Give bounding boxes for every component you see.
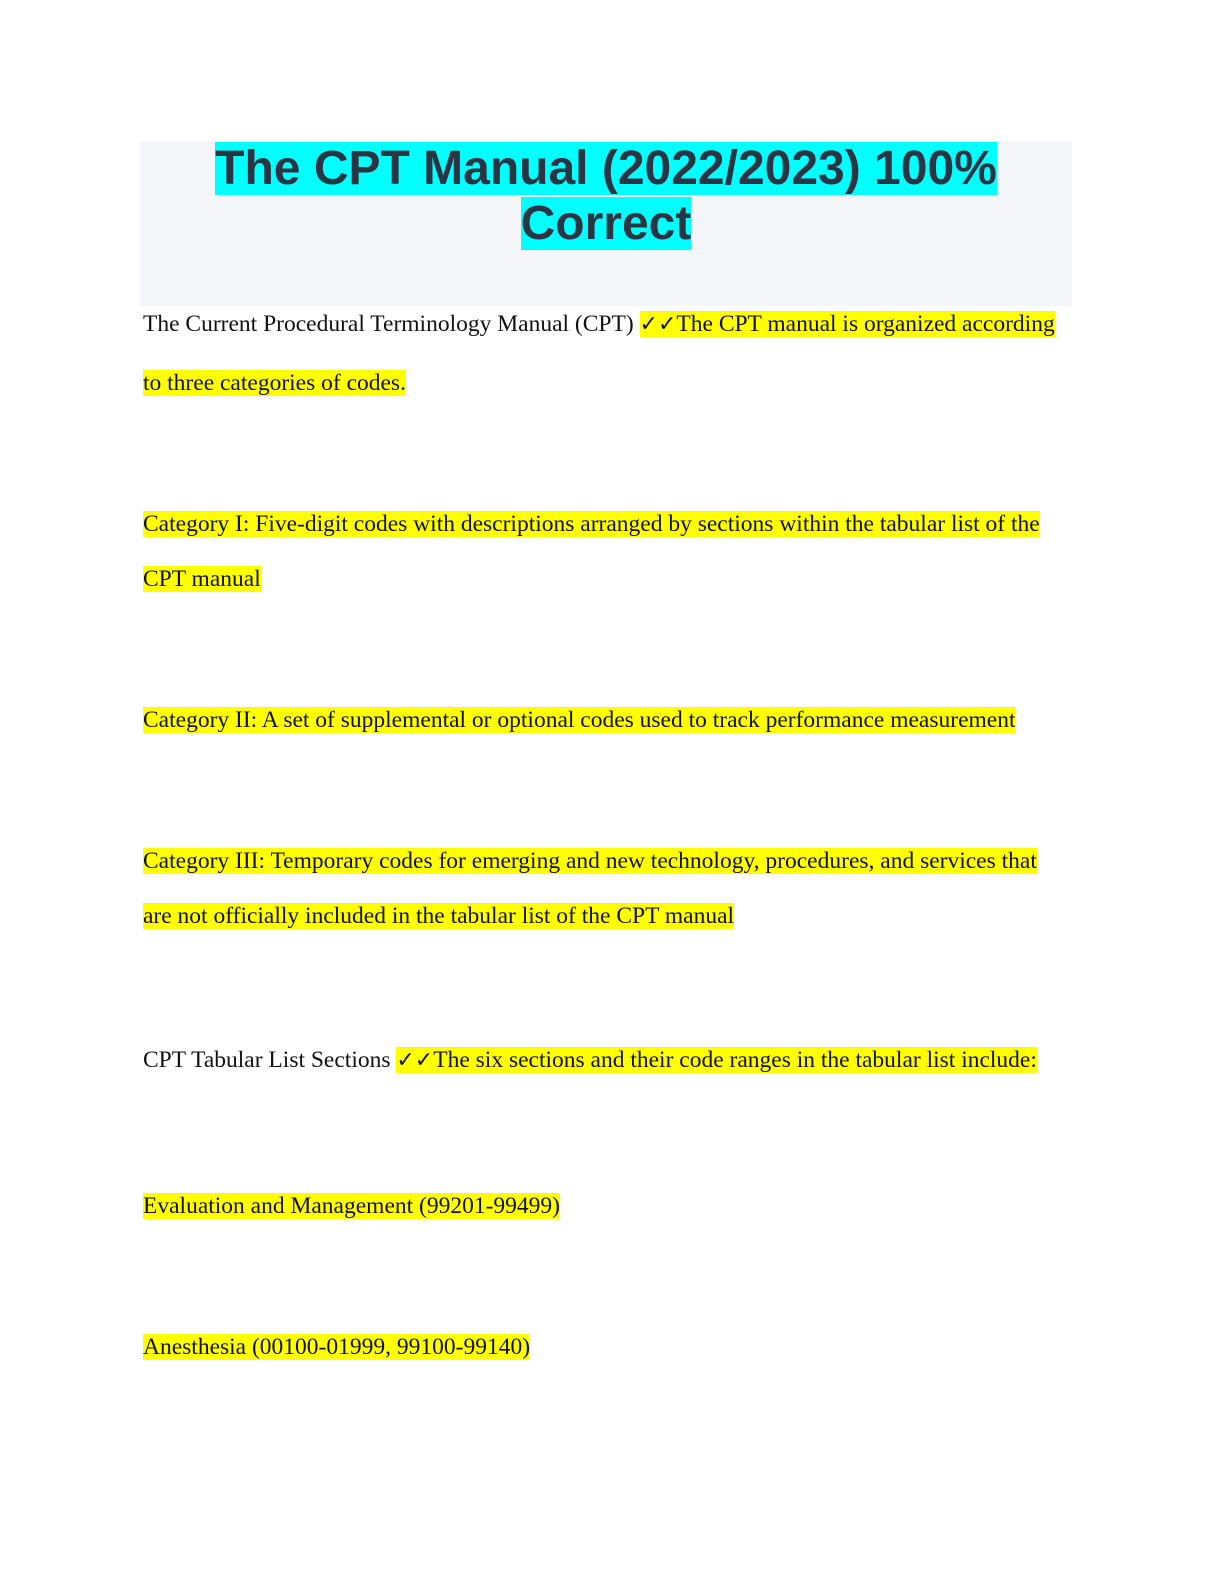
category-2-text: Category II: A set of supplemental or optional codes used to track performance measurement — [143, 707, 1016, 733]
title-line-1: The CPT Manual (2022/2023) 100% — [215, 142, 997, 195]
title-line-2: Correct — [520, 197, 692, 250]
entry-term: CPT Tabular List Sections — [143, 1047, 391, 1073]
category-3-text: Category III: Temporary codes for emerging and new technology, procedures, and services that — [143, 848, 1037, 874]
double-checkmark-icon: ✓✓ — [396, 1048, 434, 1073]
section-evaluation-management — [143, 1192, 560, 1221]
category-3-text-continued: are not officially included in the tabular list of the CPT manual — [143, 903, 735, 929]
entry-cpt-manual-continued — [143, 369, 406, 398]
category-1 — [143, 510, 1040, 539]
entry-answer-continued: to three categories of codes. — [143, 370, 406, 396]
category-2 — [143, 706, 1015, 735]
category-3 — [143, 847, 1037, 876]
entry-term: The Current Procedural Terminology Manual (CPT) — [143, 311, 634, 337]
entry-cpt-manual — [143, 310, 1055, 339]
document-title — [140, 141, 1072, 251]
section-anesthesia — [143, 1333, 530, 1362]
double-checkmark-icon: ✓✓ — [639, 312, 677, 337]
entry-answer: The CPT manual is organized according — [676, 311, 1055, 337]
category-1-text-continued: CPT manual — [143, 566, 261, 592]
section-text: Anesthesia (00100-01999, 99100-99140) — [143, 1334, 531, 1360]
category-1-text: Category I: Five-digit codes with descriptions arranged by sections within the tabular list of the — [143, 511, 1040, 537]
category-3-continued — [143, 902, 734, 931]
entry-answer: The six sections and their code ranges in the tabular list include: — [433, 1047, 1037, 1073]
entry-tabular-list-sections — [143, 1046, 1037, 1075]
section-text: Evaluation and Management (99201-99499) — [143, 1193, 561, 1219]
category-1-continued — [143, 565, 261, 594]
